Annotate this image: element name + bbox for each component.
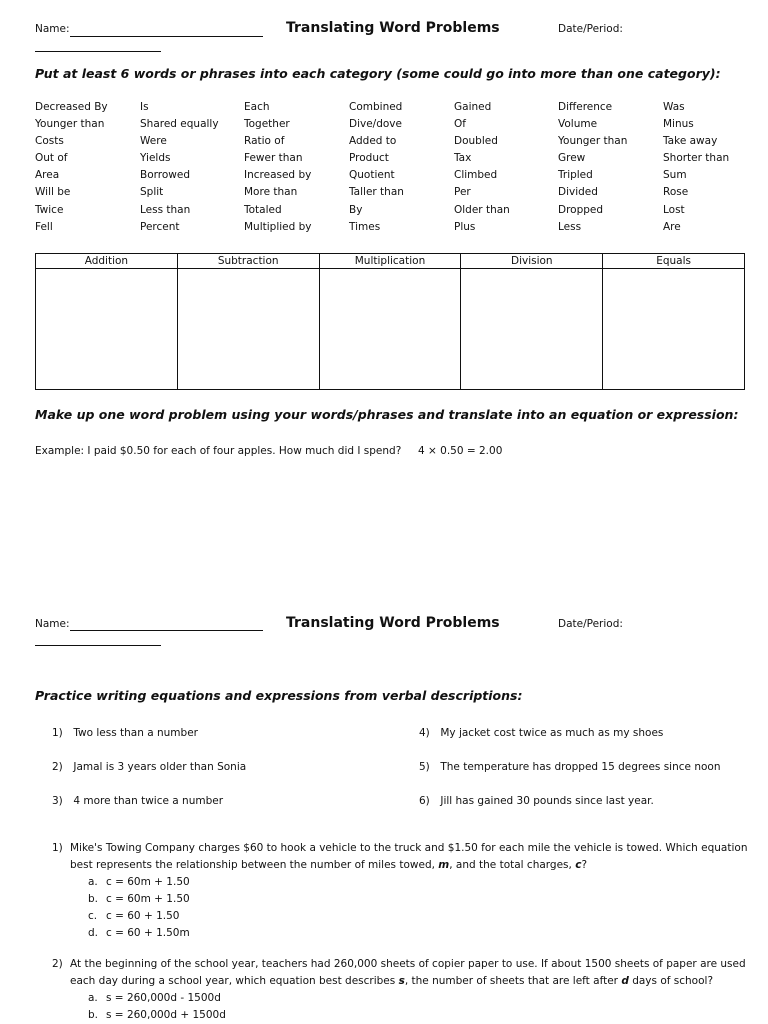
word-item: Tax — [454, 152, 472, 165]
practice-item-5 — [419, 761, 721, 773]
question-2-text-b: , the number of sheets that are left after — [404, 975, 622, 987]
word-item: Grew — [558, 152, 586, 165]
word-item: Shorter than — [663, 152, 730, 165]
item-text: 4 more than twice a number — [73, 795, 224, 807]
word-item: Difference — [558, 101, 613, 113]
word-column-3 — [244, 99, 349, 236]
word-item: Multiplied by — [244, 220, 312, 233]
question-2-line-2 — [70, 975, 713, 987]
option-text: s = 260,000d - 1500d — [106, 992, 221, 1004]
word-item: Dive/dove — [349, 118, 402, 131]
option-letter: a. — [88, 876, 98, 888]
word-item: Ratio of — [244, 135, 285, 148]
word-item: Dropped — [558, 203, 604, 216]
word-column-1 — [35, 99, 140, 236]
word-item: Lost — [663, 203, 685, 216]
item-text: The temperature has dropped 15 degrees since noon — [440, 761, 721, 773]
word-item: Totaled — [244, 203, 282, 216]
option-text: c = 60 + 1.50 — [106, 910, 180, 922]
word-column-2 — [140, 99, 245, 236]
word-item: Area — [35, 169, 60, 182]
option-letter: c. — [88, 910, 98, 922]
word-item: Younger than — [558, 135, 628, 148]
division-cell[interactable] — [461, 269, 603, 390]
page-title-2: Translating Word Problems — [286, 615, 500, 631]
question-1-number: 1) — [52, 842, 63, 854]
page-title: Translating Word Problems — [286, 20, 500, 36]
question-2-number: 2) — [52, 958, 63, 970]
word-item: Tripled — [558, 169, 593, 182]
word-item: Is — [140, 101, 149, 113]
word-item: Will be — [35, 186, 71, 199]
question-1-option-d[interactable] — [88, 927, 190, 939]
variable-m: m — [438, 859, 450, 871]
multiplication-cell[interactable] — [319, 269, 461, 390]
word-item: Combined — [349, 101, 403, 113]
word-item: Borrowed — [140, 169, 190, 182]
item-text: Two less than a number — [73, 727, 198, 739]
word-item: Percent — [140, 220, 180, 233]
date-period-label-2: Date/Period: — [558, 618, 623, 630]
practice-item-4 — [419, 727, 663, 739]
option-letter: a. — [88, 992, 98, 1004]
name-line-2[interactable] — [70, 630, 263, 631]
word-item: Times — [349, 220, 381, 233]
practice-item-3 — [52, 795, 223, 807]
word-item: Together — [244, 118, 290, 131]
word-item: Fewer than — [244, 152, 303, 165]
variable-d: d — [621, 975, 629, 987]
word-item: Divided — [558, 186, 598, 199]
word-item: Was — [663, 101, 685, 113]
question-1-option-c[interactable] — [88, 910, 179, 922]
date-period-label: Date/Period: — [558, 23, 623, 35]
addition-cell[interactable] — [36, 269, 178, 390]
word-column-5 — [454, 99, 559, 236]
name-label: Name: — [35, 23, 70, 35]
practice-item-1 — [52, 727, 198, 739]
example-equation: 4 × 0.50 = 2.00 — [418, 445, 503, 457]
word-item: Taller than — [349, 186, 404, 199]
name-line[interactable] — [70, 36, 263, 37]
word-item: Less than — [140, 203, 191, 216]
word-item: Per — [454, 186, 471, 199]
header-division: Division — [461, 254, 603, 269]
word-item: Climbed — [454, 169, 498, 182]
word-item: Plus — [454, 220, 476, 233]
variable-c: c — [575, 859, 582, 871]
word-item: Take away — [663, 135, 718, 148]
item-number: 2) — [52, 761, 63, 773]
word-item: Older than — [454, 203, 510, 216]
question-1-option-b[interactable] — [88, 893, 190, 905]
word-item: Gained — [454, 101, 492, 113]
word-item: Increased by — [244, 169, 312, 182]
word-item: Costs — [35, 135, 64, 148]
option-letter: b. — [88, 1009, 99, 1021]
item-text: My jacket cost twice as much as my shoes — [440, 727, 664, 739]
practice-instruction: Practice writing equations and expressions from verbal descriptions: — [35, 688, 523, 703]
practice-item-2 — [52, 761, 246, 773]
question-1-text-a: best represents the relationship between the number of miles towed, — [70, 859, 439, 871]
item-number: 3) — [52, 795, 63, 807]
item-number: 4) — [419, 727, 430, 739]
header-equals: Equals — [603, 254, 745, 269]
option-text: s = 260,000d + 1500d — [106, 1009, 226, 1021]
variable-s: s — [398, 975, 405, 987]
item-text: Jamal is 3 years older than Sonia — [73, 761, 247, 773]
item-number: 6) — [419, 795, 430, 807]
equals-cell[interactable] — [603, 269, 745, 390]
word-item: By — [349, 203, 363, 216]
word-item: Minus — [663, 118, 694, 131]
word-item: Rose — [663, 186, 689, 199]
example-text: Example: I paid $0.50 for each of four apples. How much did I spend? — [35, 445, 402, 457]
item-number: 1) — [52, 727, 63, 739]
question-1-text-b: , and the total charges, — [449, 859, 576, 871]
word-item: Are — [663, 220, 681, 233]
header-addition: Addition — [36, 254, 178, 269]
word-item: Doubled — [454, 135, 498, 148]
name-line-2-continued[interactable] — [35, 645, 161, 646]
word-item: Quotient — [349, 169, 395, 182]
question-1-option-a[interactable] — [88, 876, 190, 888]
question-2-text-a: each day during a school year, which equation best describes — [70, 975, 399, 987]
word-item: Split — [140, 186, 164, 199]
word-item: Product — [349, 152, 389, 165]
word-item: Were — [140, 135, 167, 148]
option-letter: b. — [88, 893, 99, 905]
category-table — [35, 253, 745, 390]
option-text: c = 60m + 1.50 — [106, 876, 190, 888]
name-label-2: Name: — [35, 618, 70, 630]
option-letter: d. — [88, 927, 99, 939]
option-text: c = 60 + 1.50m — [106, 927, 190, 939]
header-subtraction: Subtraction — [177, 254, 319, 269]
word-item: Yields — [140, 152, 171, 165]
subtraction-cell[interactable] — [177, 269, 319, 390]
word-column-6 — [558, 99, 663, 236]
word-item: Younger than — [35, 118, 105, 131]
word-problem-instruction: Make up one word problem using your words/phrases and translate into an equation or expression: — [35, 407, 739, 422]
option-text: c = 60m + 1.50 — [106, 893, 190, 905]
question-2-line-1: At the beginning of the school year, teachers had 260,000 sheets of copier paper to use. If about 1500 sheets of paper are used — [70, 958, 746, 970]
word-item: Less — [558, 220, 582, 233]
header-multiplication: Multiplication — [319, 254, 461, 269]
word-item: Fell — [35, 220, 53, 233]
word-item: Shared equally — [140, 118, 219, 131]
word-item: Twice — [35, 203, 64, 216]
name-line-continued[interactable] — [35, 51, 161, 52]
word-item: Each — [244, 101, 270, 113]
question-2-option-a[interactable] — [88, 992, 221, 1004]
question-1-line-1: Mike's Towing Company charges $60 to hook a vehicle to the truck and $1.50 for each mile the vehicle is towed. Which equation — [70, 842, 748, 854]
practice-item-6 — [419, 795, 654, 807]
item-number: 5) — [419, 761, 430, 773]
word-item: More than — [244, 186, 298, 199]
category-instruction: Put at least 6 words or phrases into each category (some could go into more than one category): — [35, 66, 721, 81]
word-item: Decreased By — [35, 101, 108, 113]
question-1-line-2 — [70, 859, 587, 871]
word-item: Of — [454, 118, 466, 131]
word-item: Sum — [663, 169, 687, 182]
word-column-4 — [349, 99, 454, 236]
question-2-option-b[interactable] — [88, 1009, 226, 1021]
question-2-text-c: days of school? — [628, 975, 714, 987]
word-item: Out of — [35, 152, 68, 165]
word-item: Volume — [558, 118, 598, 131]
word-item: Added to — [349, 135, 397, 148]
question-1-text-c: ? — [581, 859, 588, 871]
item-text: Jill has gained 30 pounds since last year. — [440, 795, 654, 807]
word-column-7 — [663, 99, 768, 236]
